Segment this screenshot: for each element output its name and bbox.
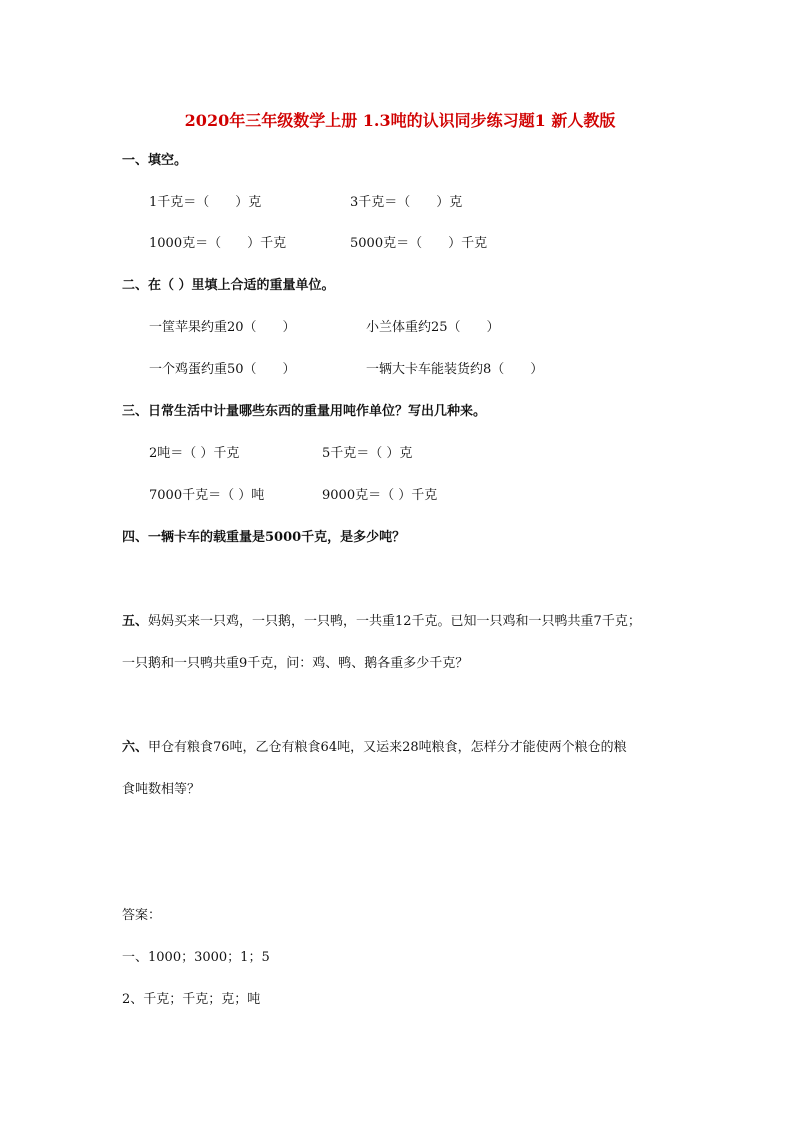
section2-heading: 二、在（ ）里填上合适的重量单位。 (122, 278, 335, 293)
section2-item: 小兰体重约25（ ） (366, 320, 500, 335)
section6-line1 (122, 740, 627, 756)
section3-item: 7000千克＝（ ）吨 (149, 488, 265, 503)
section5-line1 (122, 614, 641, 630)
section4-heading: 四、一辆卡车的载重量是5000千克，是多少吨？ (122, 530, 406, 545)
section3-heading: 三、日常生活中计量哪些东西的重量用吨作单位？写出几种来。 (122, 404, 487, 419)
section6-text-line1: 甲仓有粮食76吨，乙仓有粮食64吨，又运来28吨粮食，怎样分才能使两个粮仓的粮 (148, 740, 627, 755)
section1-heading: 一、填空。 (122, 153, 188, 168)
section5-number: 五、 (122, 614, 149, 629)
section2-item: 一辆大卡车能装货约8（ ） (366, 362, 544, 377)
section3-item: 5千克＝（ ）克 (322, 446, 413, 461)
section5-text-line1: 妈妈买来一只鸡，一只鹅，一只鸭，一共重12千克。已知一只鸡和一只鸭共重7千克； (148, 614, 641, 629)
document-title: 2020年三年级数学上册 1.3吨的认识同步练习题1 新人教版 (184, 111, 616, 130)
section2-item: 一个鸡蛋约重50（ ） (149, 362, 296, 377)
section2-item: 一筐苹果约重20（ ） (149, 320, 296, 335)
section1-item: 1千克＝（ ）克 (149, 195, 262, 210)
section6-line2: 食吨数相等？ (122, 782, 201, 797)
section6-number: 六、 (122, 740, 149, 755)
section1-item: 1000克＝（ ）千克 (149, 236, 287, 251)
answer-item: 一、1000；3000；1；5 (122, 950, 270, 965)
section3-item: 2吨＝（ ）千克 (149, 446, 240, 461)
section1-item: 3千克＝（ ）克 (350, 195, 463, 210)
section5-line2: 一只鹅和一只鸭共重9千克，问：鸡、鸭、鹅各重多少千克？ (122, 656, 469, 671)
answer-item: 2、千克；千克；克；吨 (122, 992, 261, 1007)
section1-item: 5000克＝（ ）千克 (350, 236, 488, 251)
section3-item: 9000克＝（ ）千克 (322, 488, 438, 503)
answers-label: 答案： (122, 908, 162, 923)
